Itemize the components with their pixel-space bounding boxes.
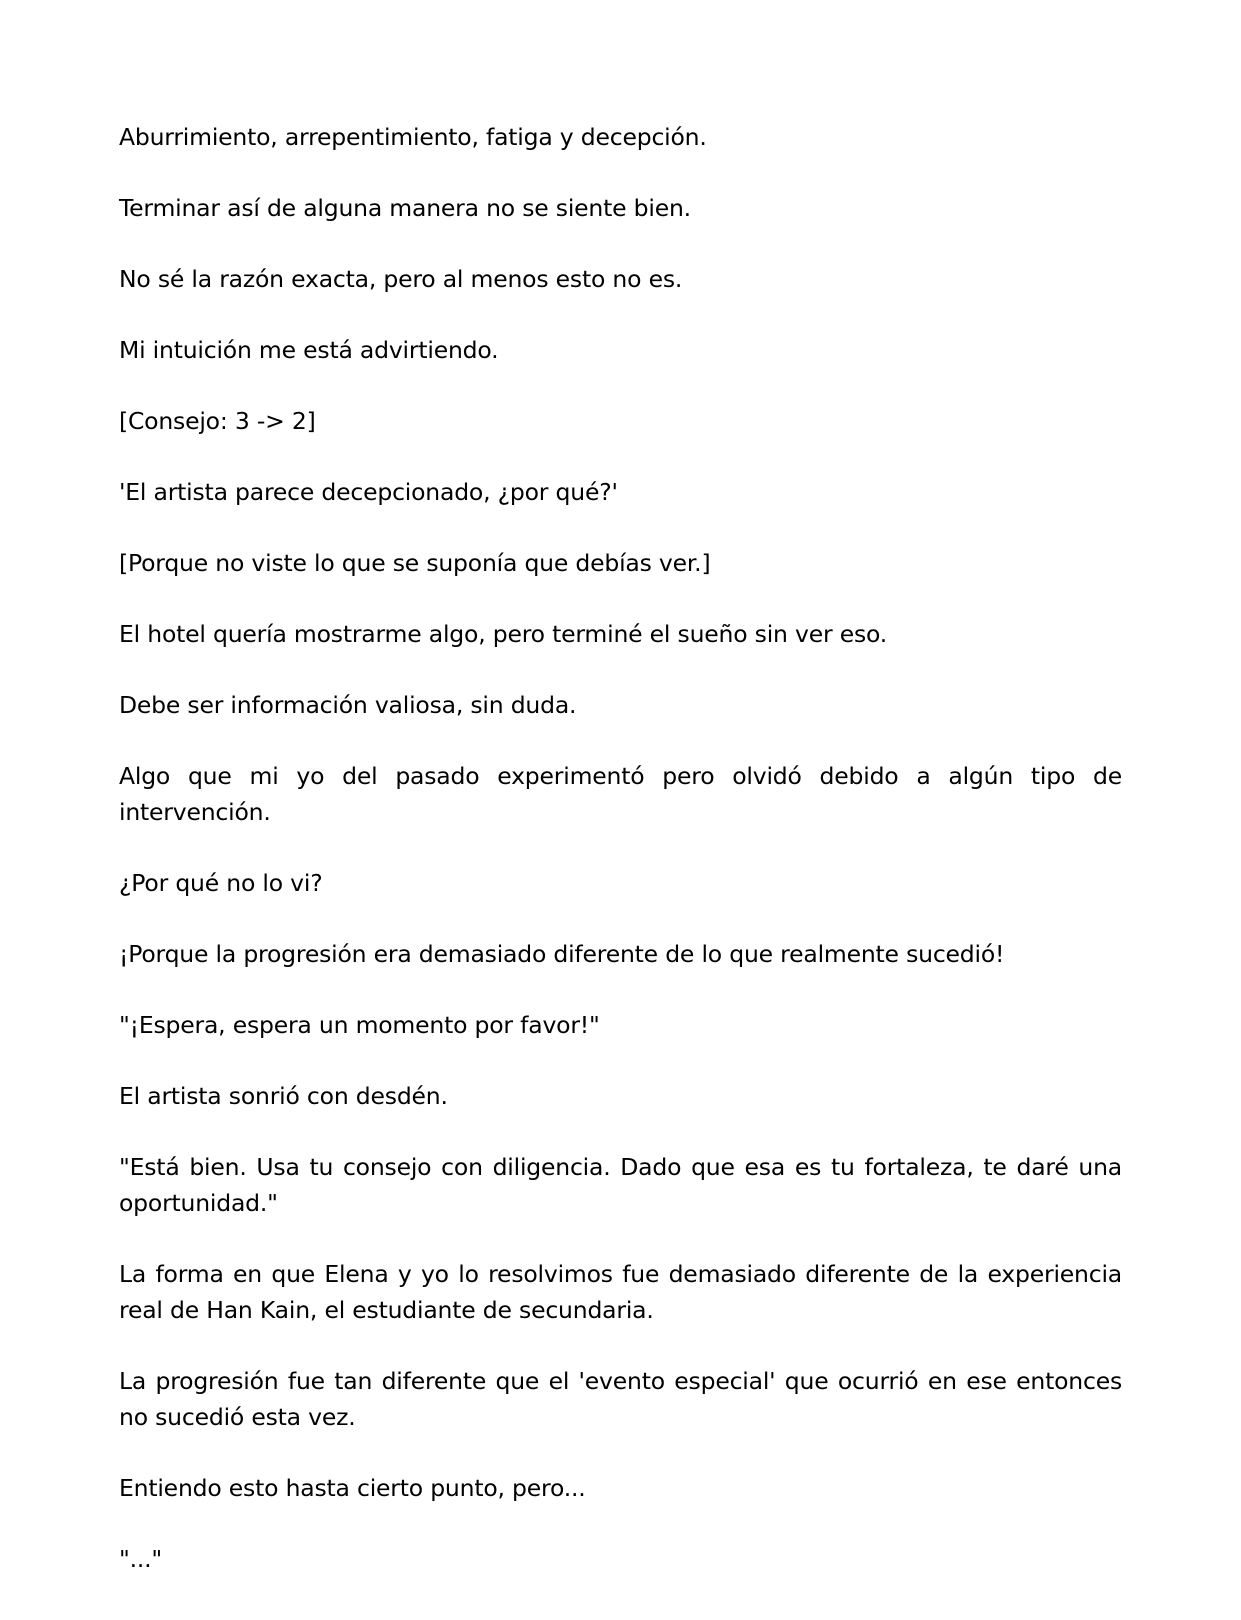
document-body	[119, 119, 1122, 1612]
paragraph: Mi intuición me está advirtiendo.	[119, 336, 499, 364]
paragraph: Terminar así de alguna manera no se siente bien.	[119, 194, 691, 222]
paragraph: La forma en que Elena y yo lo resolvimos fue demasiado diferente de la experiencia real de Han Kain, el estudiante de secundaria.	[119, 1260, 1122, 1324]
paragraph: Entiendo esto hasta cierto punto, pero...	[119, 1474, 586, 1502]
paragraph: "Está bien. Usa tu consejo con diligencia. Dado que esa es tu fortaleza, te daré una oportunidad."	[119, 1153, 1122, 1217]
paragraph: El artista sonrió con desdén.	[119, 1082, 448, 1110]
paragraph: [Porque no viste lo que se suponía que debías ver.]	[119, 549, 711, 577]
paragraph: "..."	[119, 1545, 163, 1573]
paragraph: ¡Porque la progresión era demasiado diferente de lo que realmente sucedió!	[119, 940, 1005, 968]
paragraph: No sé la razón exacta, pero al menos esto no es.	[119, 265, 683, 293]
paragraph: Algo que mi yo del pasado experimentó pero olvidó debido a algún tipo de intervención.	[119, 762, 1122, 826]
paragraph: ¿Por qué no lo vi?	[119, 869, 323, 897]
paragraph: 'El artista parece decepcionado, ¿por qué?'	[119, 478, 618, 506]
paragraph: El hotel quería mostrarme algo, pero terminé el sueño sin ver eso.	[119, 620, 888, 648]
paragraph: Debe ser información valiosa, sin duda.	[119, 691, 577, 719]
paragraph: [Consejo: 3 -> 2]	[119, 407, 316, 435]
paragraph: La progresión fue tan diferente que el 'evento especial' que ocurrió en ese entonces no sucedió esta vez.	[119, 1367, 1122, 1431]
paragraph: Aburrimiento, arrepentimiento, fatiga y decepción.	[119, 123, 707, 151]
paragraph: "¡Espera, espera un momento por favor!"	[119, 1011, 600, 1039]
